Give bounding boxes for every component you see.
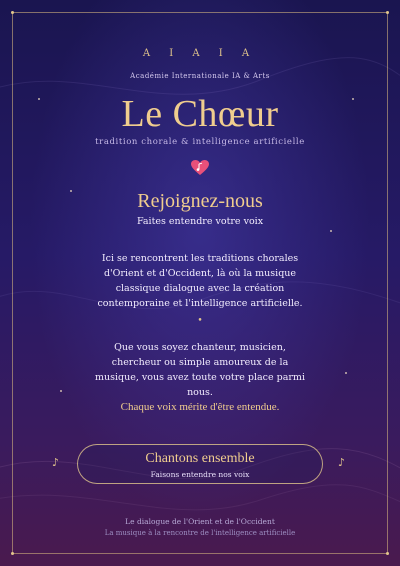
academy-name: Académie Internationale IA & Arts — [130, 72, 270, 80]
page-subtitle: tradition chorale & intelligence artificielle — [95, 137, 305, 147]
join-choir-button[interactable] — [77, 444, 323, 484]
heart-music-icon — [0, 160, 400, 178]
corner-dot-bottom-right — [386, 552, 389, 555]
corner-dot-top-right — [386, 11, 389, 14]
section-tagline: Faites entendre votre voix — [136, 216, 264, 227]
section-heading: Rejoignez-nous — [137, 190, 263, 212]
footer-line-2: La musique à la rencontre de l'intelligence artificielle — [104, 529, 296, 537]
corner-dot-top-left — [11, 11, 14, 14]
join-choir-button-label: Chantons ensemble — [145, 451, 255, 466]
music-note-icon: ♪ — [52, 456, 60, 469]
sparkle — [60, 390, 62, 392]
page-title: Le Chœur — [121, 93, 279, 135]
separator-dot: • — [197, 316, 203, 326]
highlight-text: Chaque voix mérite d'être entendue. — [120, 401, 280, 413]
sparkle — [345, 372, 347, 374]
music-note-icon: ♪ — [338, 456, 346, 469]
footer-line-1: Le dialogue de l'Orient et de l'Occident — [125, 517, 275, 526]
corner-dot-bottom-left — [11, 552, 14, 555]
invitation-paragraph: Que vous soyez chanteur, musicien, chercheur ou simple amoureux de la musique, vous avez toute votre place parmi nous. — [95, 342, 305, 398]
join-choir-button-sublabel: Faisons entendre nos voix — [150, 470, 250, 479]
academy-acronym: A I A I A — [142, 48, 258, 59]
intro-paragraph: Ici se rencontrent les traditions chorales d'Orient et d'Occident, là où la musique classique dialogue avec la création contemporaine et l'intelligence artificielle. — [97, 253, 303, 309]
sparkle — [330, 230, 332, 232]
